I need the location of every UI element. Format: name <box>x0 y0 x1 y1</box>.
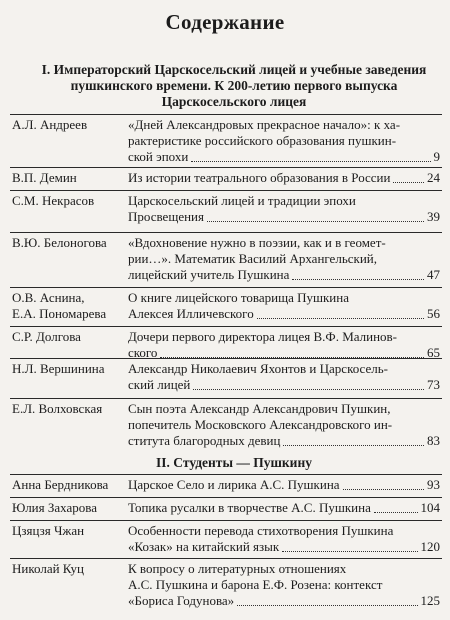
author-line: А.Л. Андреев <box>12 117 88 132</box>
entry-title[interactable] <box>128 401 440 449</box>
entry-divider <box>10 474 442 475</box>
author-line: Николай Куц <box>12 561 84 576</box>
entry-author <box>12 117 124 133</box>
page-number[interactable]: 125 <box>420 593 440 608</box>
page-number[interactable]: 73 <box>427 377 440 392</box>
section-heading-line: I. Императорский Царскосельский лицей и учебные заведения <box>41 62 427 77</box>
entry-divider <box>10 287 442 288</box>
leader-dots <box>282 551 417 552</box>
entry-author <box>12 401 124 417</box>
title-last-line <box>128 539 440 555</box>
title-line: Дочери первого директора лицея В.Ф. Малинов- <box>128 329 398 344</box>
author-line: Е.А. Пономарева <box>12 306 107 321</box>
title-line: Царское Село и лирика А.С. Пушкина <box>128 477 340 492</box>
title-line: «Бориса Годунова» <box>128 593 235 608</box>
entry-title[interactable] <box>128 193 440 225</box>
title-line: Просвещения <box>128 209 204 224</box>
section-heading-2 <box>26 455 442 471</box>
title-line: лицейский учитель Пушкина <box>128 267 290 282</box>
title-last-line <box>128 433 440 449</box>
author-line: О.В. Аснина, <box>12 290 85 305</box>
leader-dots <box>374 512 418 513</box>
leader-dots <box>257 318 424 319</box>
page-number[interactable]: 120 <box>420 539 440 554</box>
title-last-line <box>128 209 440 225</box>
author-line: В.Ю. Белоногова <box>12 235 107 250</box>
author-line: С.М. Некрасов <box>12 193 95 208</box>
entry-title[interactable] <box>128 170 440 186</box>
entry-divider <box>10 232 442 233</box>
title-line: Алексея Илличевского <box>128 306 254 321</box>
section-heading-1 <box>26 62 442 110</box>
title-line: ский лицей <box>128 377 191 392</box>
entry-author <box>12 523 124 539</box>
entry-divider <box>10 114 442 115</box>
title-line: Особенности перевода стихотворения Пушкина <box>128 523 394 538</box>
entry-divider <box>10 520 442 521</box>
entry-divider <box>10 190 442 191</box>
entry-divider <box>10 497 442 498</box>
leader-dots <box>207 221 424 222</box>
entry-divider <box>10 358 442 359</box>
entry-title[interactable] <box>128 361 440 393</box>
title-last-line <box>128 170 440 186</box>
author-line: В.П. Демин <box>12 170 77 185</box>
leader-dots <box>191 161 430 162</box>
page-number[interactable]: 47 <box>427 267 440 282</box>
leader-dots <box>393 182 424 183</box>
title-last-line <box>128 267 440 283</box>
author-line: Н.Л. Вершинина <box>12 361 105 376</box>
entry-title[interactable] <box>128 500 440 516</box>
page-number[interactable]: 93 <box>427 477 440 492</box>
page-number[interactable]: 65 <box>427 345 440 360</box>
page-number[interactable]: 39 <box>427 209 440 224</box>
leader-dots <box>343 489 424 490</box>
title-last-line <box>128 306 440 322</box>
entry-author <box>12 561 124 577</box>
title-last-line <box>128 377 440 393</box>
title-line: Сын поэта Александр Александрович Пушкин, <box>128 401 391 416</box>
leader-dots <box>292 279 424 280</box>
author-line: Е.Л. Волховская <box>12 401 103 416</box>
entry-author <box>12 235 124 251</box>
entry-divider <box>10 398 442 399</box>
leader-dots <box>193 389 424 390</box>
entry-author <box>12 193 124 209</box>
entry-author <box>12 170 124 186</box>
title-line: Александр Николаевич Яхонтов и Царскосель- <box>128 361 388 376</box>
title-line: ской эпохи <box>128 149 189 164</box>
entry-author <box>12 329 124 345</box>
title-line: Топика русалки в творчестве А.С. Пушкина <box>128 500 371 515</box>
entry-divider <box>10 167 442 168</box>
entry-title[interactable] <box>128 561 440 609</box>
title-line: Царскосельский лицей и традиции эпохи <box>128 193 356 208</box>
title-line: попечитель Московского Александровского ин- <box>128 417 393 432</box>
entry-title[interactable] <box>128 235 440 283</box>
entry-title[interactable] <box>128 329 440 361</box>
entry-author <box>12 500 124 516</box>
title-last-line <box>128 477 440 493</box>
title-last-line <box>128 500 440 516</box>
title-line: О книге лицейского товарища Пушкина <box>128 290 349 305</box>
author-line: С.Р. Долгова <box>12 329 81 344</box>
entry-author <box>12 290 124 322</box>
entry-divider <box>10 326 442 327</box>
page-number[interactable]: 104 <box>420 500 440 515</box>
author-line: Юлия Захарова <box>12 500 97 515</box>
title-line: А.С. Пушкина и барона Е.Ф. Розена: контекст <box>128 577 383 592</box>
title-line: ститута благородных девиц <box>128 433 281 448</box>
title-line: рии…». Математик Василий Архангельский, <box>128 251 377 266</box>
leader-dots <box>237 605 417 606</box>
author-line: Анна Бердникова <box>12 477 109 492</box>
entry-title[interactable] <box>128 523 440 555</box>
section-heading-line: пушкинского времени. К 200-летию первого выпуска <box>70 78 398 93</box>
entry-title[interactable] <box>128 290 440 322</box>
section-heading-line: Царскосельского лицея <box>161 94 307 109</box>
entry-divider <box>10 558 442 559</box>
title-line: рактеристике российского образования пушкин- <box>128 133 397 148</box>
page-number[interactable]: 9 <box>433 149 440 164</box>
title-line: «Вдохновение нужно в поэзии, как и в геомет- <box>128 235 386 250</box>
title-line: «Козак» на китайский язык <box>128 539 280 554</box>
page-title: Содержание <box>165 10 285 34</box>
entry-author <box>12 361 124 377</box>
title-line: К вопросу о литературных отношениях <box>128 561 347 576</box>
title-last-line <box>128 149 440 165</box>
section-heading-line: II. Студенты — Пушкину <box>156 455 312 470</box>
author-line: Цзяцзя Чжан <box>12 523 85 538</box>
title-last-line <box>128 593 440 609</box>
entry-title[interactable] <box>128 117 440 165</box>
entry-title[interactable] <box>128 477 440 493</box>
page-number[interactable]: 83 <box>427 433 440 448</box>
page-number[interactable]: 56 <box>427 306 440 321</box>
title-line: «Дней Александровых прекрасное начало»: к ха- <box>128 117 401 132</box>
page-number[interactable]: 24 <box>427 170 440 185</box>
title-line: Из истории театрального образования в России <box>128 170 391 185</box>
title-line: ского <box>128 345 158 360</box>
leader-dots <box>283 445 424 446</box>
entry-author <box>12 477 124 493</box>
